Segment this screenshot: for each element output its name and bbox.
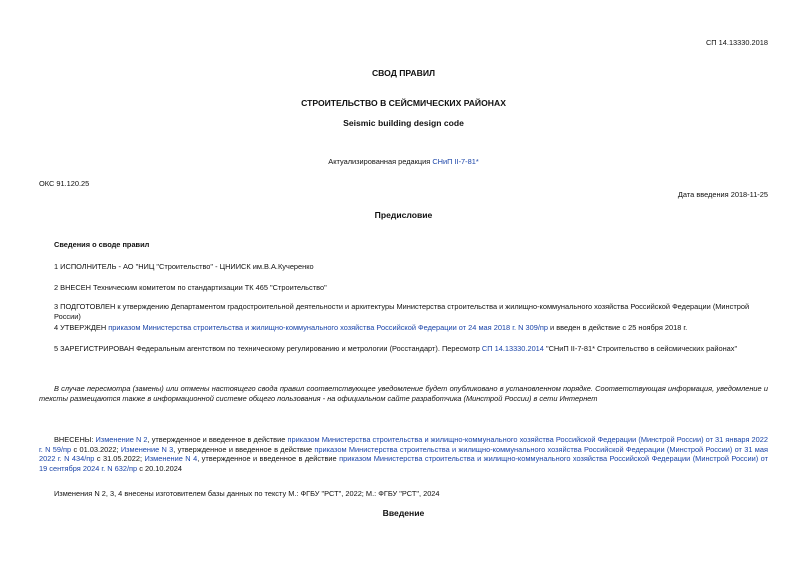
changes-text-6: с 20.10.2024 xyxy=(137,463,182,473)
changes-text-5: , утвержденное и введенное в действие xyxy=(197,454,340,464)
title-svod-pravil: СВОД ПРАВИЛ xyxy=(371,68,436,78)
info-item-3: 3 ПОДГОТОВЛЕН к утверждению Департаментом градостроительной деятельности и архитектуры Министерства строительства и жилищно-коммунального хозяйства Российской Федерации (Минстрой России) xyxy=(54,302,750,321)
oks-code: ОКС 91.120.25 xyxy=(39,179,90,188)
changes-paragraph xyxy=(39,435,768,474)
change-2-link[interactable]: Изменение N 2 xyxy=(95,435,148,444)
title-main: СТРОИТЕЛЬСТВО В СЕЙСМИЧЕСКИХ РАЙОНАХ xyxy=(301,98,506,108)
actualized-edition xyxy=(0,157,807,167)
info-item-4-suffix: и введен в действие с 25 ноября 2018 г. xyxy=(548,323,688,332)
actualized-edition-label: Актуализированная редакция xyxy=(328,157,433,166)
introduction-heading: Введение xyxy=(382,508,425,518)
info-item-1: 1 ИСПОЛНИТЕЛЬ - АО "НИЦ "Строительство" - ЦНИИСК им.В.А.Кучеренко xyxy=(54,262,314,271)
order-632-link[interactable]: приказом Министерства строительства и жилищно-коммунального хозяйства Российской Федерации (Минстрой России) от 19 сентября 2024 г. N 632/пр xyxy=(39,454,768,473)
changes-note: Изменения N 2, 3, 4 внесены изготовителем базы данных по тексту М.: ФГБУ "РСТ", 2022; М.: ФГБУ "РСТ", 2024 xyxy=(54,489,440,498)
order-434-link[interactable]: приказом Министерства строительства и жилищно-коммунального хозяйства Российской Федерации (Минстрой России) от 31 мая 2022 г. N 434/пр xyxy=(39,444,768,464)
info-item-5 xyxy=(54,344,768,354)
info-item-4 xyxy=(54,323,768,333)
changes-text-1: , утвержденное и введенное в действие xyxy=(147,435,288,444)
info-heading: Сведения о своде правил xyxy=(54,240,150,249)
info-item-5-prefix: 5 ЗАРЕГИСТРИРОВАН Федеральным агентством по техническому регулированию и метрологии (Росстандарт). Пересмотр xyxy=(54,344,482,353)
intro-date: Дата введения 2018-11-25 xyxy=(677,190,768,199)
change-3-link[interactable]: Изменение N 3 xyxy=(120,444,174,454)
doc-code: СП 14.13330.2018 xyxy=(705,38,768,47)
title-english: Seismic building design code xyxy=(343,118,464,128)
changes-text-2: с 01.03.2022; xyxy=(71,444,121,454)
sp-2014-link[interactable]: СП 14.13330.2014 xyxy=(481,344,544,353)
changes-prefix: ВНЕСЕНЫ: xyxy=(54,435,96,444)
order-59-link[interactable]: приказом Министерства строительства и жилищно-коммунального хозяйства Российской Федерации (Минстрой России) от 31 января 2022 г. N 59/пр xyxy=(39,435,768,454)
info-item-2: 2 ВНЕСЕН Техническим комитетом по стандартизации ТК 465 "Строительство" xyxy=(54,283,327,292)
revision-notice: В случае пересмотра (замены) или отмены настоящего свода правил соответствующее уведомление будет опубликовано в установленном порядке. Соответствующая информация, уведомление и тексты размещаются также в информационной системе общего пользования - на официальном сайте разработчика (Минстрой России) в сети Интернет xyxy=(39,384,768,403)
changes-text-3: , утвержденное и введенное в действие xyxy=(173,444,315,454)
order-309-link[interactable]: приказом Министерства строительства и жилищно-коммунального хозяйства Российской Федерации от 24 мая 2018 г. N 309/пр xyxy=(108,323,548,332)
change-4-link[interactable]: Изменение N 4 xyxy=(144,454,198,464)
snip-link[interactable]: СНиП II-7-81* xyxy=(432,157,479,166)
info-item-5-suffix: "СНиП II-7-81* Строительство в сейсмических районах" xyxy=(543,344,738,353)
changes-text-4: с 31.05.2022; xyxy=(94,454,145,464)
info-item-4-prefix: 4 УТВЕРЖДЕН xyxy=(54,323,109,332)
preface-heading: Предисловие xyxy=(374,210,433,220)
